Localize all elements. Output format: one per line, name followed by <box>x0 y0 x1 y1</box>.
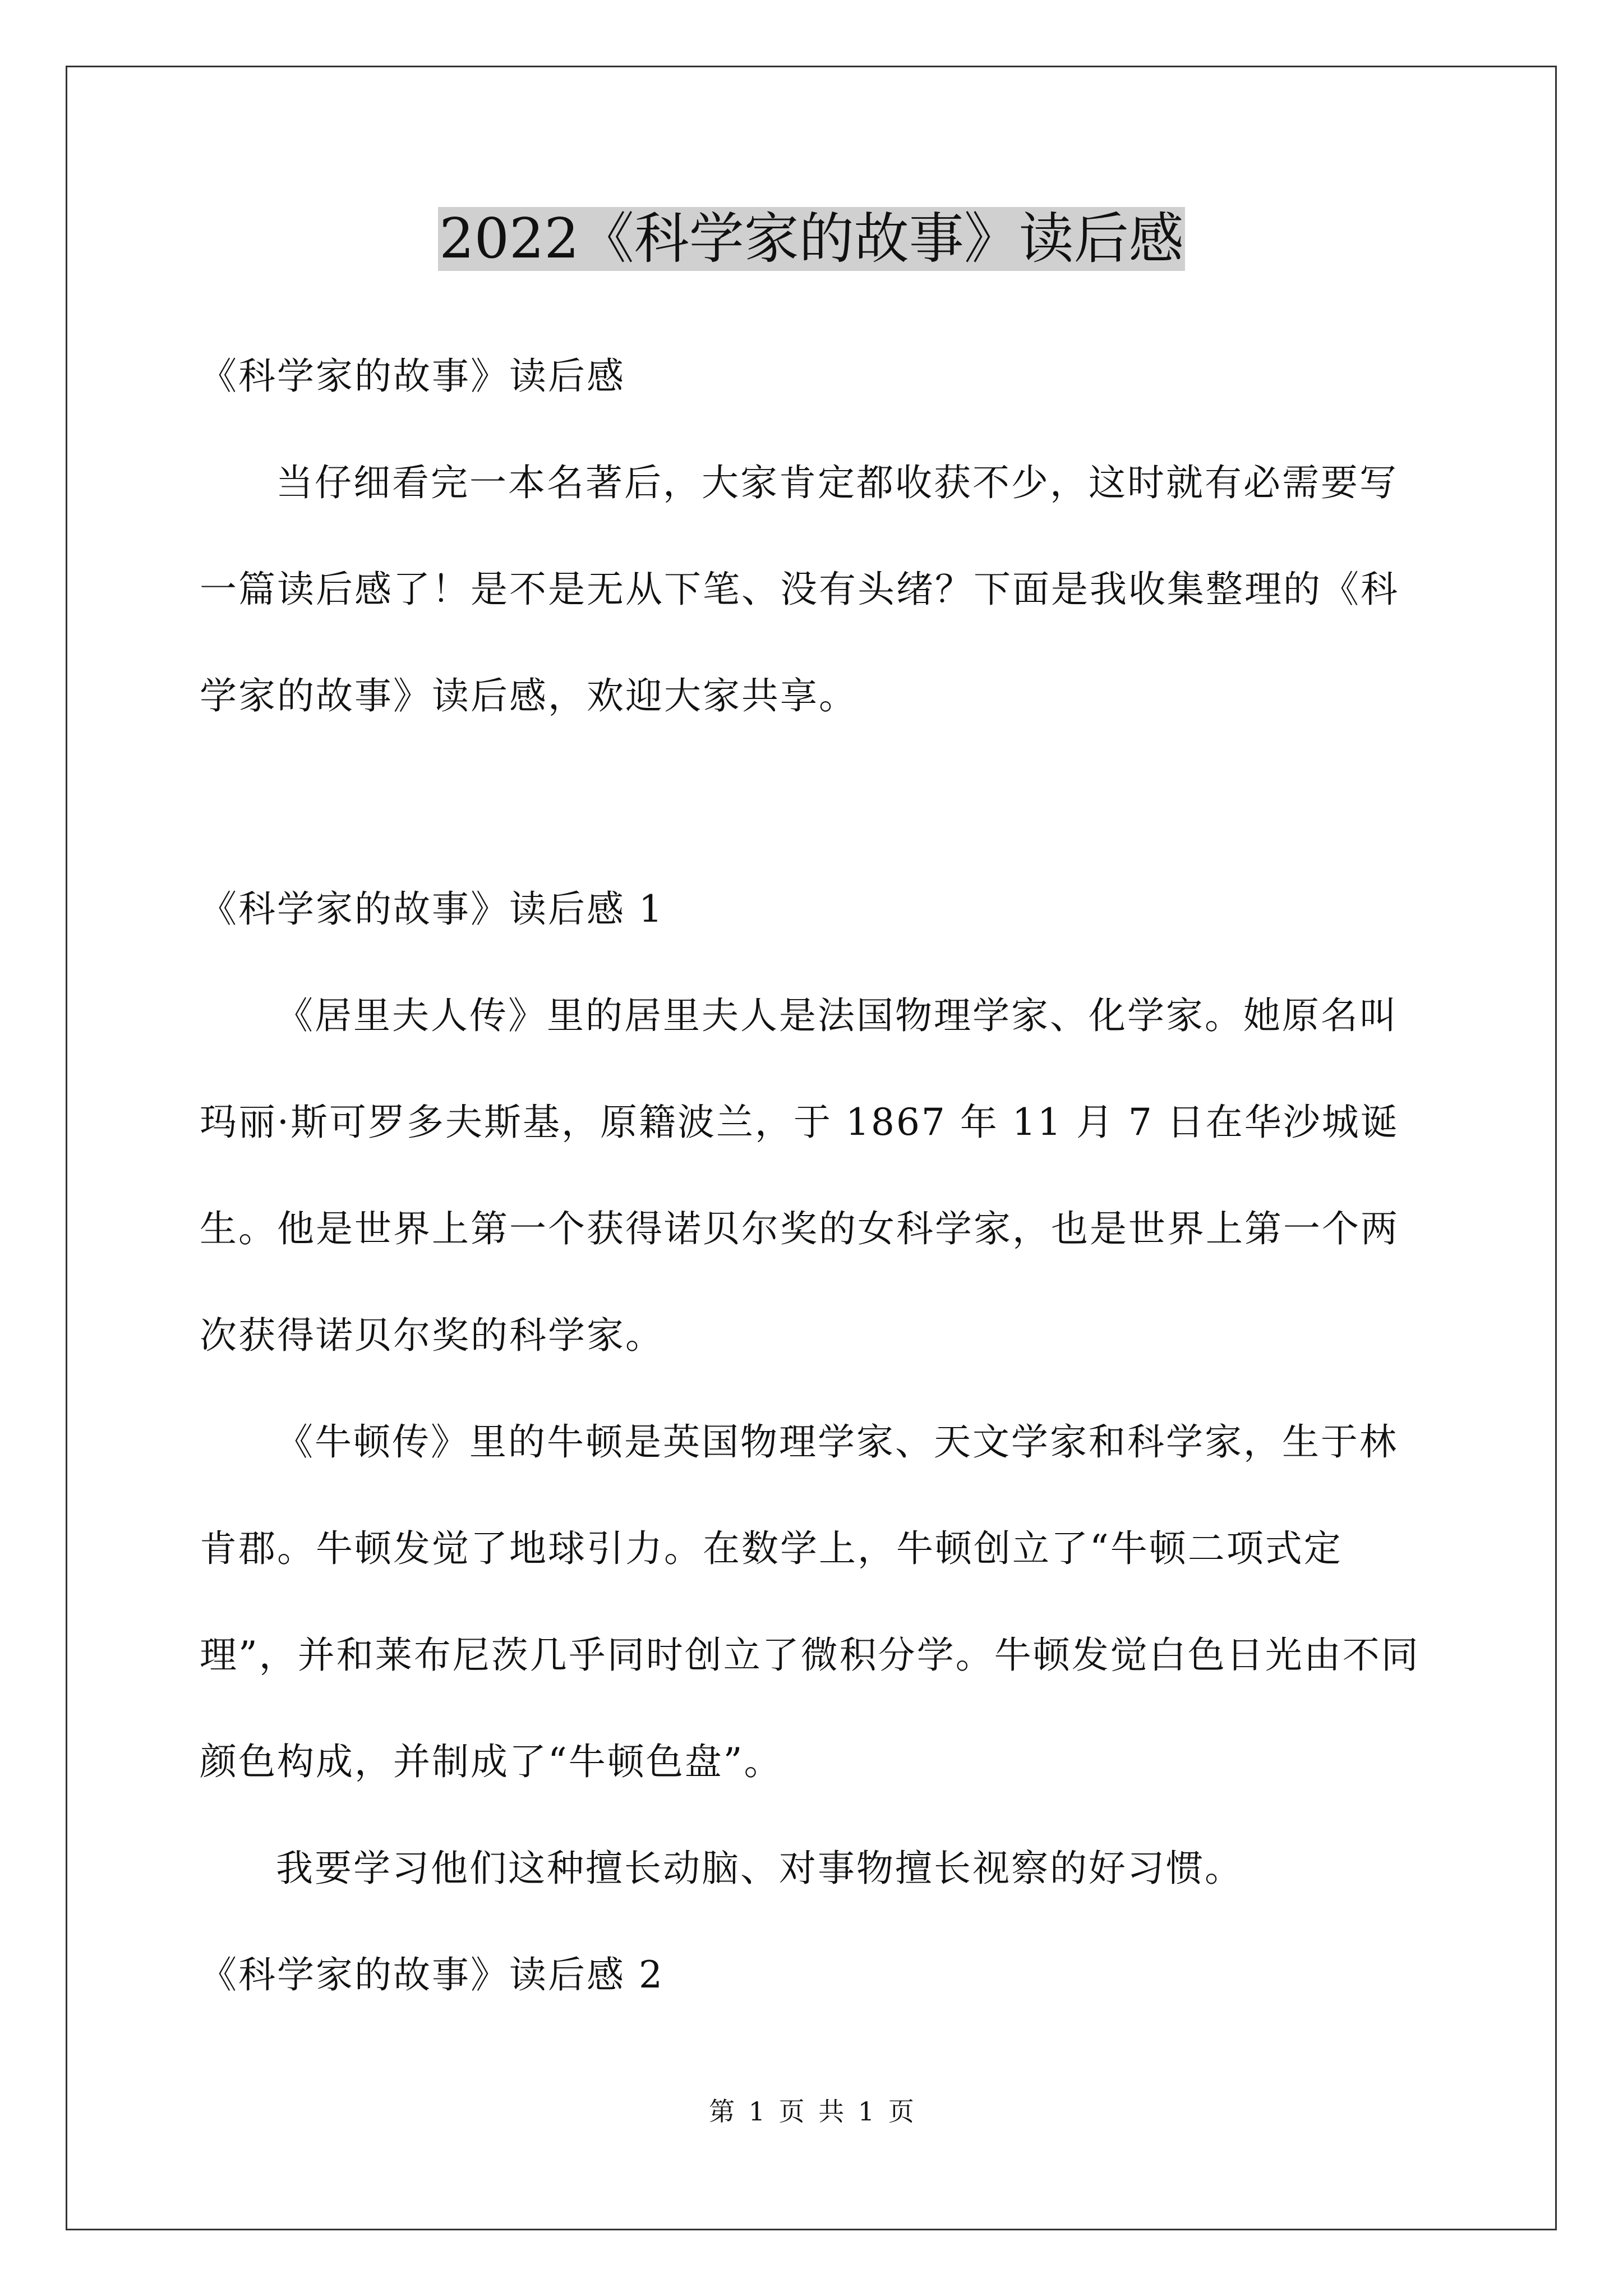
page-footer: 第 1 页 共 1 页 <box>709 2096 914 2127</box>
section-1-paragraph-3: 我要学习他们这种擅长动脑、对事物擅长视察的好习惯。 <box>276 1847 1243 1890</box>
section-1-heading: 《科学家的故事》读后感 1 <box>200 887 664 931</box>
section-2-heading: 《科学家的故事》读后感 2 <box>200 1953 664 1996</box>
document-title-text: 2022《科学家的故事》读后感 <box>439 207 1184 271</box>
section-1-paragraph-1: 《居里夫人传》里的居里夫人是法国物理学家、化学家。她原名叫玛丽·斯可罗多夫斯基，原籍波兰，于 1867 年 11 月 7 日在华沙城诞生。他是世界上第一个获得诺贝尔奖的女科学家，也是世界上第一个两次获得诺贝尔奖的科学家。 <box>200 994 1399 1357</box>
section-1-paragraph-2: 《牛顿传》里的牛顿是英国物理学家、天文学家和科学家，生于林肯郡。牛顿发觉了地球引力。在数学上，牛顿创立了“牛顿二项式定理”，并和莱布尼茨几乎同时创立了微积分学。牛顿发觉白色日光由不同颜色构成，并制成了“牛顿色盘”。 <box>200 1420 1420 1783</box>
document-title <box>0 200 1623 278</box>
intro-paragraph: 当仔细看完一本名著后，大家肯定都收获不少，这时就有必需要写一篇读后感了！是不是无从下笔、没有头绪？下面是我收集整理的《科学家的故事》读后感，欢迎大家共享。 <box>200 461 1399 717</box>
subtitle: 《科学家的故事》读后感 <box>200 355 625 398</box>
